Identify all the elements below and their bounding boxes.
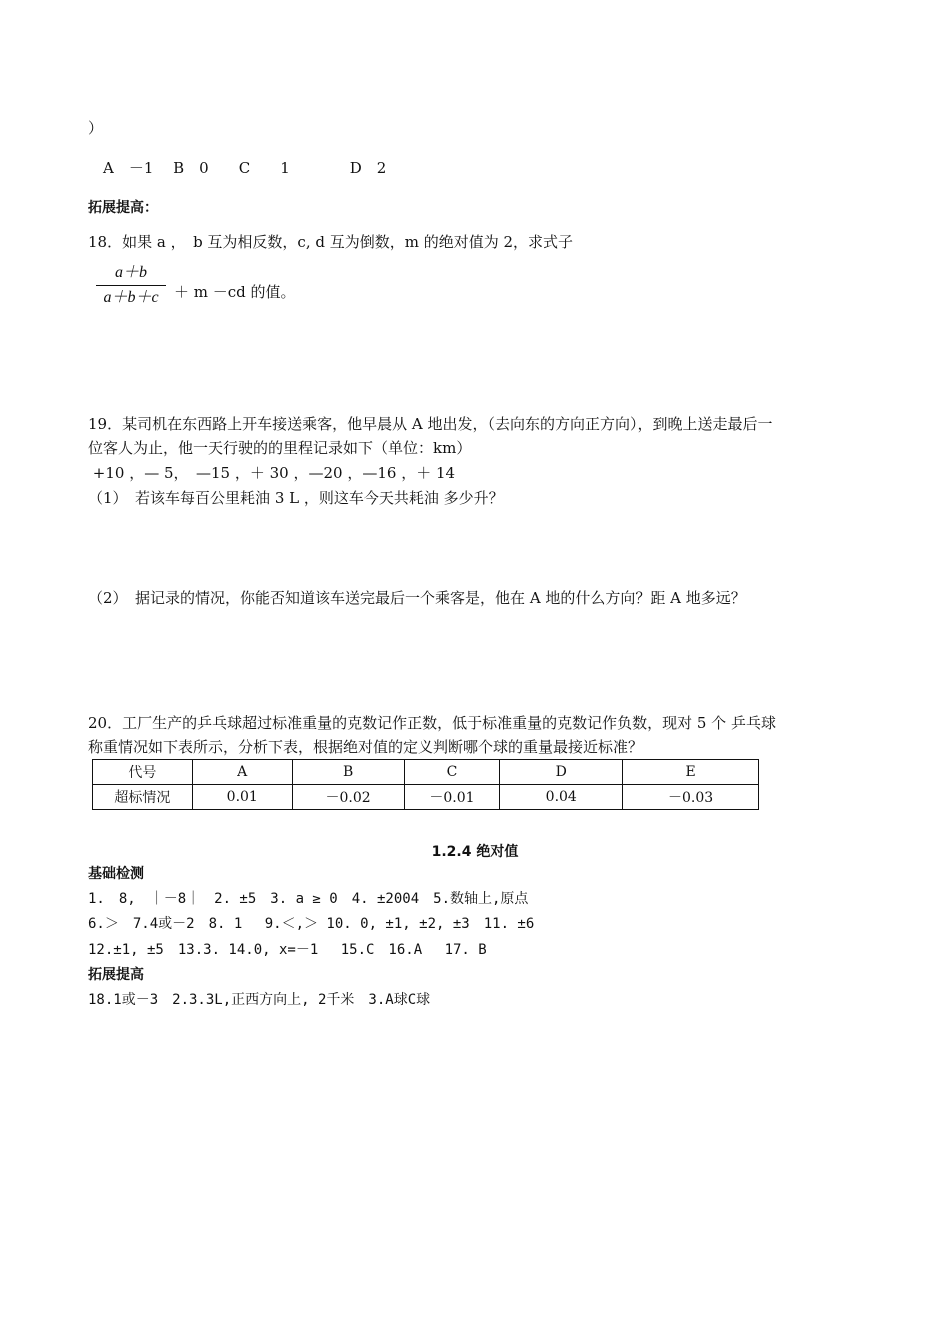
table-cell: 超标情况 <box>93 785 193 810</box>
table-cell: －0.01 <box>404 785 500 810</box>
table-cell: E <box>623 760 759 785</box>
weight-table <box>92 759 759 810</box>
q18-fraction <box>96 262 166 309</box>
table-cell: 代号 <box>93 760 193 785</box>
q18-text: 18．如果 a ， b 互为相反数，c, d 互为倒数，m 的绝对值为 2，求式子 <box>88 233 574 251</box>
extension-heading: 拓展提高： <box>88 200 158 216</box>
table-header-row <box>93 760 759 785</box>
q20-text-line1: 20．工厂生产的乒乓球超过标准重量的克数记作正数，低于标准重量的克数记作负数，现对 5 个 乒乓球 <box>88 714 776 732</box>
q19-mileage-record: +10 ，— 5， —15 ，＋ 30 ，—20 ，—16 ，＋ 14 <box>88 464 456 482</box>
answers-basic-line1: 1. 8, ｜－8｜ 2. ±5 3. a ≥ 0 4. ±2004 5.数轴上,原点 <box>88 891 529 907</box>
table-cell: C <box>404 760 500 785</box>
answers-extension-line1: 18.1或－3 2.3.3L,正西方向上, 2千米 3.A球C球 <box>88 992 431 1008</box>
answers-basic-line3: 12.±1, ±5 13.3. 14.0, x=－1 15.C 16.A 17. B <box>88 942 487 958</box>
table-cell: A <box>192 760 292 785</box>
answers-basic-heading: 基础检测 <box>88 866 144 882</box>
q19-part1: （1） 若该车每百公里耗油 3 L ，则这车今天共耗油 多少升？ <box>88 489 504 507</box>
table-cell: B <box>292 760 404 785</box>
table-row <box>93 785 759 810</box>
fraction-bar <box>96 285 166 286</box>
table-cell: －0.03 <box>623 785 759 810</box>
answers-basic-line2: 6.＞ 7.4或－2 8. 1 9.＜,＞ 10. 0, ±1, ±2, ±3 11. ±6 <box>88 916 535 932</box>
answers-extension-heading: 拓展提高 <box>88 967 144 983</box>
q18-expression-tail: ＋ m －cd 的值。 <box>174 283 296 301</box>
q19-text-line1: 19．某司机在东西路上开车接送乘客，他早晨从 A 地出发，（去向东的方向正方向），到晚上送走最后一 <box>88 415 773 433</box>
q17-options: A －1 B 0 C 1 D 2 <box>103 159 387 177</box>
table-cell: －0.02 <box>292 785 404 810</box>
table-cell: 0.01 <box>192 785 292 810</box>
q20-text-line2: 称重情况如下表所示，分析下表，根据绝对值的定义判断哪个球的重量最接近标准？ <box>88 738 644 756</box>
fraction-denominator: a＋b＋c <box>103 289 159 306</box>
table-cell: 0.04 <box>500 785 623 810</box>
q19-part2: （2） 据记录的情况，你能否知道该车送完最后一个乘客是，他在 A 地的什么方向？距 A 地多远？ <box>88 589 746 607</box>
fraction-numerator: a＋b <box>114 264 147 281</box>
answers-title: 1.2.4 绝对值 <box>431 844 519 860</box>
q19-text-line2: 位客人为止，他一天行驶的的里程记录如下（单位：km） <box>88 439 472 457</box>
table-cell: D <box>500 760 623 785</box>
q17-closing-paren: ） <box>88 119 104 137</box>
